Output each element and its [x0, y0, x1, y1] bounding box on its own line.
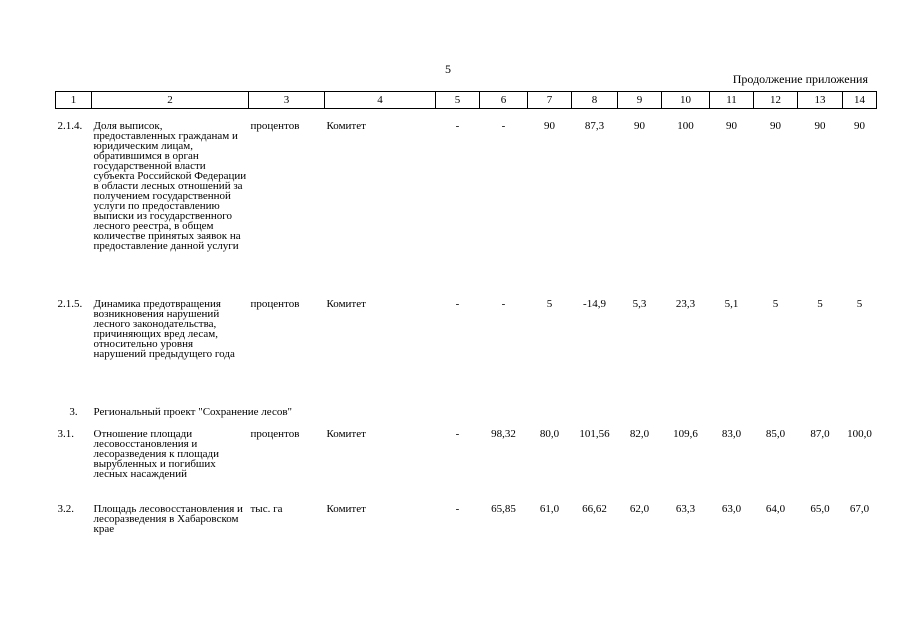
header-cell: 8: [572, 92, 618, 109]
value-cell: 100,0: [847, 428, 872, 440]
responsible: Комитет: [326, 503, 366, 515]
header-cell: 6: [480, 92, 528, 109]
indicators-table: [55, 91, 877, 548]
unit: процентов: [250, 428, 300, 440]
row-number: 2.1.5.: [57, 298, 83, 310]
row-number: 2.1.4.: [57, 120, 83, 132]
row-number: 3.2.: [57, 503, 74, 515]
value-cell: 100: [677, 120, 694, 132]
value-cell: 90: [814, 120, 826, 132]
page-number: 5: [445, 62, 451, 76]
value-cell: 85,0: [765, 428, 786, 440]
value-cell: 5: [546, 298, 553, 310]
header-cell: 2: [92, 92, 249, 109]
value-cell: 82,0: [629, 428, 650, 440]
row-number: 3.1.: [57, 428, 74, 440]
header-cell: 1: [56, 92, 92, 109]
table-row: [56, 429, 877, 504]
value-cell: 87,0: [810, 428, 830, 440]
row-number: 3.: [69, 406, 78, 418]
unit: тыс. га: [250, 503, 283, 515]
header-cell: 10: [662, 92, 710, 109]
header-cell: 7: [528, 92, 572, 109]
value-cell: 5: [856, 298, 863, 310]
value-cell: 109,6: [673, 428, 698, 440]
value-cell: 64,0: [765, 503, 786, 515]
value-cell: 90: [854, 120, 865, 132]
value-cell: 87,3: [584, 120, 605, 132]
continuation-label: Продолжение приложения: [732, 72, 868, 86]
value-cell: 5: [772, 298, 779, 310]
value-cell: -14,9: [583, 298, 606, 310]
value-cell: -: [501, 120, 506, 132]
section-row: [56, 407, 877, 429]
table-row: [56, 504, 877, 548]
unit: процентов: [250, 298, 300, 310]
header-cell: 5: [436, 92, 480, 109]
header-cell: 12: [754, 92, 798, 109]
value-cell: 63,3: [675, 503, 696, 515]
section-title: Региональный проект "Сохранение лесов": [93, 406, 293, 418]
value-cell: 90: [544, 120, 555, 132]
header-cell: 11: [710, 92, 754, 109]
header-cell: 14: [843, 92, 877, 109]
indicator-name: Динамика предотвращения возникновения нарушений лесного законодательства, причиняющих вред лесам, относительно уровня нарушений предыдущего года: [93, 298, 235, 360]
value-cell: 80,0: [539, 428, 560, 440]
indicator-name: Доля выписок, предоставленных гражданам и юридическим лицам, обратившимся в орган государственной власти субъекта Российской Федерации в области лесных отношений за получением государственной услуги по предоставлению выписки из государственного лесного реестра, в общем количестве принятых заявок на предоставление данной услуги: [93, 120, 247, 252]
table-row: [56, 121, 877, 299]
header-cell: 4: [325, 92, 436, 109]
responsible: Комитет: [326, 298, 366, 310]
responsible: Комитет: [326, 120, 366, 132]
value-cell: 67,0: [849, 503, 870, 515]
value-cell: -: [455, 428, 460, 440]
value-cell: 66,62: [582, 503, 607, 515]
responsible: Комитет: [326, 428, 366, 440]
header-row: [56, 92, 877, 109]
value-cell: 90: [634, 120, 645, 132]
value-cell: 23,3: [675, 298, 696, 310]
value-cell: 5,3: [632, 298, 647, 310]
value-cell: 90: [726, 120, 737, 132]
value-cell: 62,0: [629, 503, 650, 515]
indicator-name: Площадь лесовосстановления и лесоразведения в Хабаровском крае: [93, 503, 243, 535]
value-cell: -: [455, 503, 460, 515]
indicator-name: Отношение площади лесовосстановления и лесоразведения к площади вырубленных и погибших лесных насаждений: [93, 428, 219, 480]
value-cell: 65,0: [810, 503, 830, 515]
value-cell: 63,0: [721, 503, 742, 515]
value-cell: 5,1: [724, 298, 739, 310]
value-cell: 65,85: [491, 503, 516, 515]
value-cell: 90: [770, 120, 781, 132]
value-cell: -: [501, 298, 506, 310]
value-cell: 61,0: [539, 503, 560, 515]
header-cell: 3: [249, 92, 325, 109]
table-row: [56, 299, 877, 407]
value-cell: 101,56: [579, 428, 610, 440]
value-cell: 98,32: [491, 428, 516, 440]
value-cell: 5: [817, 298, 823, 310]
value-cell: -: [455, 298, 460, 310]
value-cell: 83,0: [721, 428, 742, 440]
value-cell: -: [455, 120, 460, 132]
unit: процентов: [250, 120, 300, 132]
header-cell: 9: [618, 92, 662, 109]
header-cell: 13: [798, 92, 843, 109]
